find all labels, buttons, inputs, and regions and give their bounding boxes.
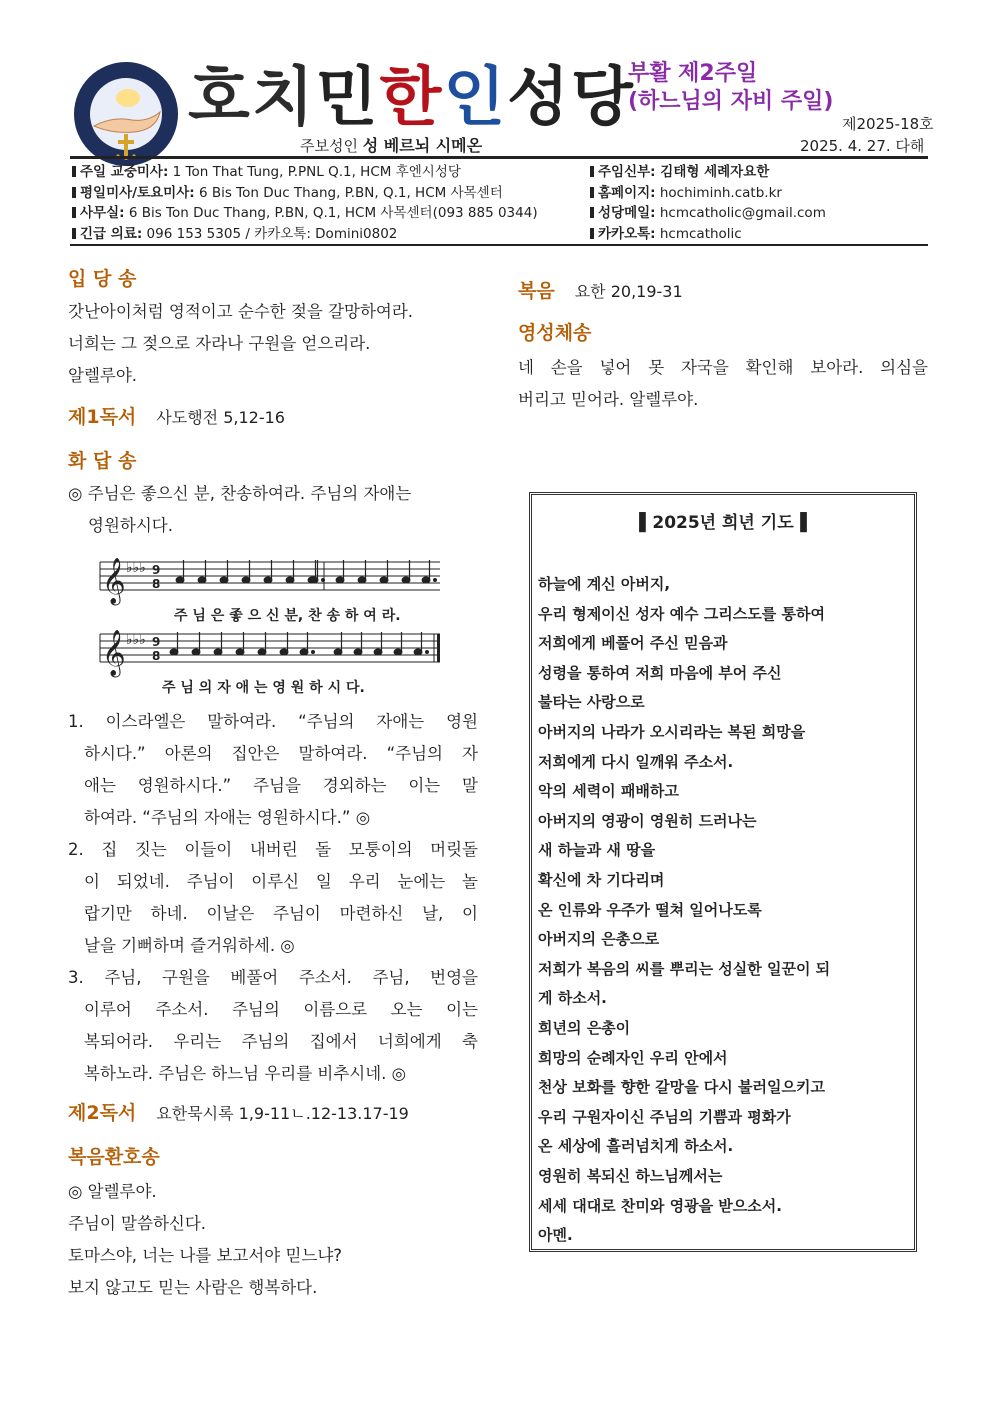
entrance-antiphon xyxy=(68,296,478,392)
text-line: 영원하시다. xyxy=(88,516,173,535)
psalm-response xyxy=(68,478,478,542)
info-item: 성당메일: hcmcatholic@gmail.com xyxy=(590,203,826,224)
info-item: 카카오톡: hcmcatholic xyxy=(590,224,826,245)
music-note xyxy=(198,577,206,583)
feast-name: 부활 제2주일 xyxy=(628,61,758,86)
prayer-line: 아버지의 영광이 영원히 드러나는 xyxy=(538,811,757,830)
psalm-verse-1 xyxy=(68,706,478,834)
parish-title xyxy=(188,58,635,138)
bulletin-date: 2025. 4. 27. 다해 xyxy=(800,137,925,155)
music-note xyxy=(374,649,382,655)
music-note xyxy=(336,577,344,583)
prayer-line: 저희에게 베풀어 주신 믿음과 xyxy=(538,634,728,653)
svg-text:𝄞: 𝄞 xyxy=(102,558,126,604)
second-reading xyxy=(68,1100,409,1127)
logo-emblem xyxy=(72,60,180,168)
music-note xyxy=(280,649,288,655)
text-line: 이 되었네. 주님이 이루신 일 우리 눈에는 놀 xyxy=(84,872,478,891)
svg-text:9: 9 xyxy=(152,635,161,649)
svg-text:9: 9 xyxy=(152,563,161,577)
patron-name: 성 베르뇌 시메온 xyxy=(362,136,483,155)
text-line: 하여라. “주님의 자애는 영원하시다.” ◎ xyxy=(84,808,371,827)
note-dot xyxy=(322,579,325,582)
prayer-line: 우리 형제이신 성자 예수 그리스도를 통하여 xyxy=(538,604,825,623)
music-note xyxy=(214,649,222,655)
gospel xyxy=(518,278,683,305)
text-line: 버리고 믿어라. 알렐루야. xyxy=(518,390,699,409)
prayer-line: 영원히 복되신 하느님께서는 xyxy=(538,1167,723,1185)
text-line: 이루어 주소서. 주님의 이름으로 오는 이는 xyxy=(84,1000,478,1019)
prayer-line: 성령을 통하여 저희 마음에 부어 주신 xyxy=(538,663,782,682)
text-line: 보지 않고도 믿는 사람은 행복하다. xyxy=(68,1278,318,1297)
text-line: 갓난아이처럼 영적이고 순수한 젖을 갈망하여라. xyxy=(68,302,414,321)
communion-antiphon xyxy=(518,352,928,416)
music-lyrics-line1: 주 님 은 좋 으 신 분, 찬 송 하 여 라. xyxy=(174,608,401,624)
gospel-ref: 요한 20,19-31 xyxy=(574,282,683,301)
second-reading-ref: 요한묵시록 1,9-11ㄴ.12-13.17-19 xyxy=(156,1104,409,1123)
prayer-line: 우리 구원자이신 주님의 기쁨과 평화가 xyxy=(538,1107,791,1126)
info-item: 사무실: 6 Bis Ton Duc Thang, P.BN, Q.1, HCM 사목센터(093 885 0344) xyxy=(72,203,538,224)
prayer-line: 저희가 복음의 씨를 뿌리는 성실한 일꾼이 되 xyxy=(538,959,831,978)
text-line: 2. 집 짓는 이들이 내버린 돌 모퉁이의 머릿돌 xyxy=(68,840,478,859)
music-note xyxy=(414,649,422,655)
prayer-line: 새 하늘과 새 땅을 xyxy=(538,841,656,860)
music-note xyxy=(310,577,318,583)
prayer-line: 하늘에 계신 아버지, xyxy=(538,575,671,593)
text-line: ◎ 알렐루야. xyxy=(68,1182,157,1201)
prayer-line: 희년의 은총이 xyxy=(538,1019,631,1037)
text-line: 네 손을 넣어 못 자국을 확인해 보아라. 의심을 xyxy=(518,358,928,377)
first-reading xyxy=(68,404,285,431)
prayer-line: 악의 세력이 패배하고 xyxy=(538,782,679,801)
header-bottom-rule xyxy=(70,244,928,246)
prayer-line: 천상 보화를 향한 갈망을 다시 불러일으키고 xyxy=(538,1078,825,1097)
acclamation-text xyxy=(68,1176,488,1304)
text-line: 주님이 말씀하신다. xyxy=(68,1214,207,1233)
prayer-line: 저희에게 다시 일깨워 주소서. xyxy=(538,752,734,771)
psalm-music-score xyxy=(96,550,446,700)
jubilee-prayer-title: ▌2025년 희년 기도▐ xyxy=(639,513,807,533)
music-note xyxy=(170,649,178,655)
music-note xyxy=(286,577,294,583)
text-line: 하시다.” 아론의 집안은 말하여라. “주님의 자 xyxy=(84,744,478,763)
psalm-verse-3 xyxy=(68,962,478,1090)
text-line: 알렐루야. xyxy=(68,366,138,385)
svg-text:𝄞: 𝄞 xyxy=(102,630,126,676)
svg-text:♭♭♭: ♭♭♭ xyxy=(126,560,146,576)
music-note xyxy=(354,649,362,655)
prayer-line: 아버지의 은총으로 xyxy=(538,930,660,949)
prayer-line: 확신에 차 기다리며 xyxy=(538,871,665,889)
title-char: 치 xyxy=(251,60,316,135)
info-item: 주일 교중미사: 1 Ton That Tung, P.PNL Q.1, HCM 후엔시성당 xyxy=(72,162,538,183)
music-note xyxy=(176,577,184,583)
music-note xyxy=(264,577,272,583)
music-note xyxy=(394,649,402,655)
prayer-line: 게 하소서. xyxy=(538,989,607,1008)
text-line: 애는 영원하시다.” 주님을 경외하는 이는 말 xyxy=(84,776,478,795)
prayer-line: 온 인류와 우주가 떨쳐 일어나도록 xyxy=(538,900,762,919)
prayer-line: 희망의 순례자인 우리 안에서 xyxy=(538,1048,728,1067)
svg-text:8: 8 xyxy=(152,649,161,663)
music-note xyxy=(422,577,430,583)
music-note xyxy=(358,577,366,583)
note-dot xyxy=(312,651,315,654)
communion-heading: 영성체송 xyxy=(518,322,592,344)
note-dot xyxy=(426,651,429,654)
info-item: 긴급 의료: 096 153 5305 / 카카오톡: Domini0802 xyxy=(72,224,538,245)
title-char: 당 xyxy=(570,60,635,135)
text-line: 복되어라. 우리는 주님의 집에서 너희에게 축 xyxy=(84,1032,478,1051)
title-char: 인 xyxy=(443,60,508,135)
psalm-heading: 화 답 송 xyxy=(68,450,137,472)
note-dot xyxy=(434,579,437,582)
info-right xyxy=(590,162,826,244)
header-rule xyxy=(70,156,928,159)
music-lyrics-line2: 주 님 의 자 애 는 영 원 하 시 다. xyxy=(162,680,365,696)
title-char: 호 xyxy=(188,60,252,135)
music-note xyxy=(380,577,388,583)
acclamation-heading: 복음환호송 xyxy=(68,1146,160,1168)
psalm-verse-2 xyxy=(68,834,478,962)
entrance-heading: 입 당 송 xyxy=(68,268,137,290)
patron-saint xyxy=(300,136,482,156)
prayer-line: 불타는 사랑으로 xyxy=(538,693,645,712)
prayer-title-text: 2025년 희년 기도 xyxy=(652,513,794,533)
gospel-heading: 복음 xyxy=(518,280,555,302)
svg-text:♭♭♭: ♭♭♭ xyxy=(126,632,146,648)
psalm-verses xyxy=(68,706,478,1090)
text-line: 복하노라. 주님은 하느님 우리를 비추시네. ◎ xyxy=(84,1064,407,1083)
text-line: 날을 기뻐하며 즐거워하세. ◎ xyxy=(84,936,295,955)
first-reading-ref: 사도행전 5,12-16 xyxy=(156,408,285,427)
prayer-line: 온 세상에 흘러넘치게 하소서. xyxy=(538,1137,734,1156)
music-note xyxy=(334,649,342,655)
first-reading-heading: 제1독서 xyxy=(68,406,137,428)
prayer-line: 아멘. xyxy=(538,1226,573,1245)
title-char: 성 xyxy=(507,60,571,135)
parish-logo xyxy=(72,60,180,168)
text-line: 3. 주님, 구원을 베풀어 주소서. 주님, 번영을 xyxy=(68,968,478,987)
text-line: 너희는 그 젖으로 자라나 구원을 얻으리라. xyxy=(68,334,371,353)
music-note xyxy=(242,577,250,583)
patron-label: 주보성인 xyxy=(300,137,358,155)
music-note xyxy=(402,577,410,583)
music-note xyxy=(300,649,308,655)
music-note xyxy=(220,577,228,583)
title-char: 한 xyxy=(379,60,444,135)
text-line: ◎ 주님은 좋으신 분, 찬송하여라. 주님의 자애는 xyxy=(68,484,412,503)
feast-subtitle: (하느님의 자비 주일) xyxy=(628,89,834,114)
info-item: 평일미사/토요미사: 6 Bis Ton Duc Thang, P.BN, Q.1, HCM 사목센터 xyxy=(72,183,538,204)
issue-number: 제2025-18호 xyxy=(842,115,934,133)
prayer-line: 아버지의 나라가 오시리라는 복된 희망을 xyxy=(538,723,806,741)
text-line: 토마스야, 너는 나를 보고서야 믿느냐? xyxy=(68,1246,343,1265)
music-note xyxy=(236,649,244,655)
music-note xyxy=(192,649,200,655)
music-note xyxy=(258,649,266,655)
music-staff xyxy=(96,550,446,700)
svg-text:8: 8 xyxy=(152,577,161,591)
second-reading-heading: 제2독서 xyxy=(68,1102,137,1124)
prayer-line: 세세 대대로 찬미와 영광을 받으소서. xyxy=(538,1196,782,1215)
text-line: 1. 이스라엘은 말하여라. “주님의 자애는 영원 xyxy=(68,712,478,731)
text-line: 랍기만 하네. 이날은 주님이 마련하신 날, 이 xyxy=(84,904,478,923)
info-item: 홈페이지: hochiminh.catb.kr xyxy=(590,183,826,204)
info-item: 주임신부: 김태형 세례자요한 xyxy=(590,162,826,183)
title-char: 민 xyxy=(315,60,380,135)
info-left xyxy=(72,162,538,244)
